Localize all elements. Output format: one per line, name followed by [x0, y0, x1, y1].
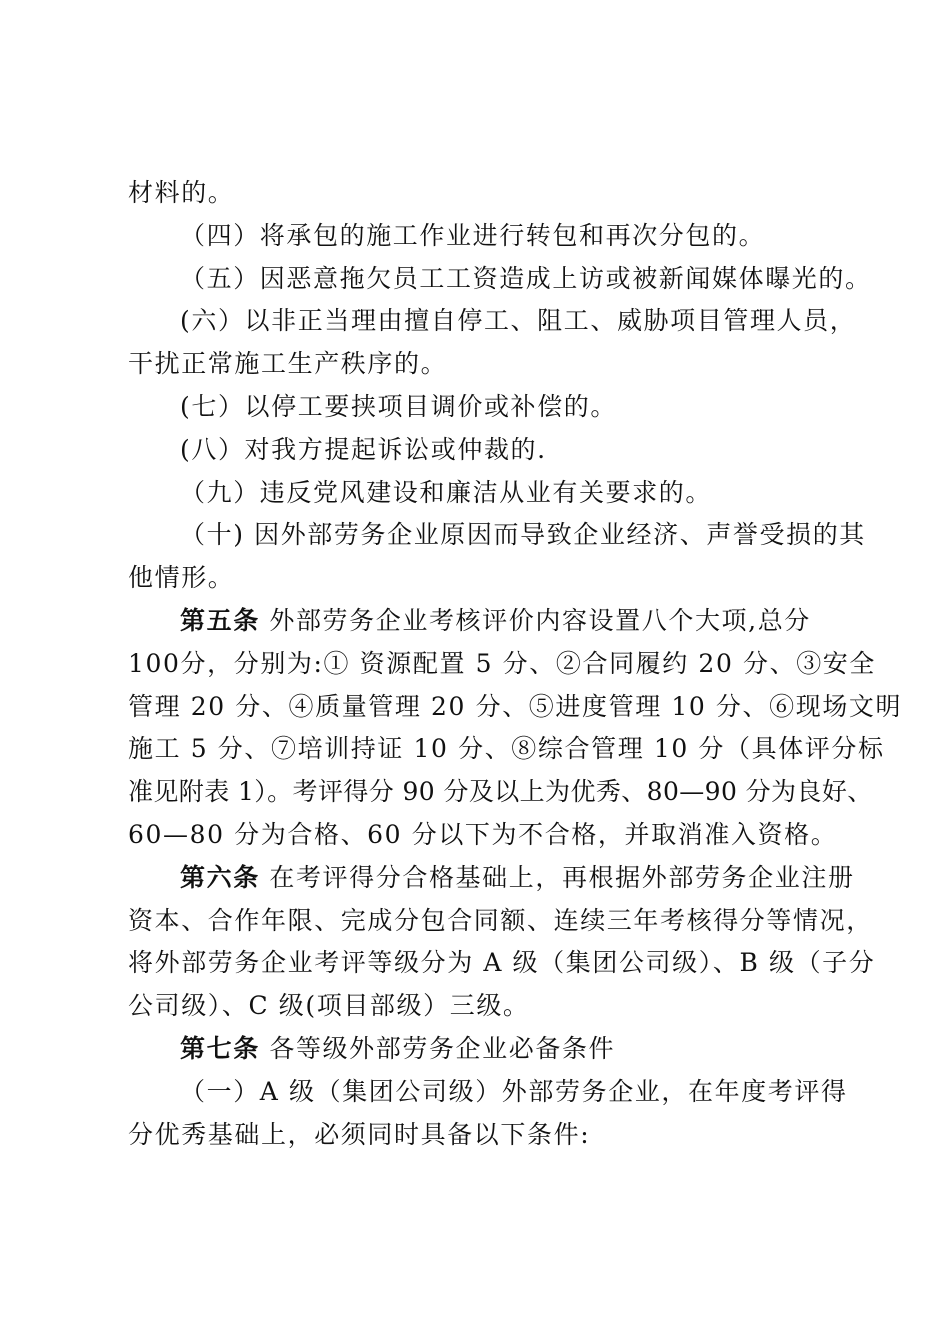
paragraph-line: （九）违反党风建设和廉洁从业有关要求的。 [180, 477, 713, 507]
article-7-line [128, 1028, 833, 1071]
article-7-line: （一）A 级（集团公司级）外部劳务企业，在年度考评得 [180, 1076, 848, 1106]
article-5-line: 60—80 分为合格、60 分以下为不合格，并取消准入资格。 [128, 819, 838, 849]
article-7-title: 各等级外部劳务企业必备条件 [269, 1033, 616, 1063]
article-5-text: 外部劳务企业考核评价内容设置八个大项,总分 [269, 605, 811, 635]
article-5-line: 管理 20 分、④质量管理 20 分、⑤进度管理 10 分、⑥现场文明 [128, 691, 903, 721]
article-5-line: 准见附表 1）。考评得分 90 分及以上为优秀、80—90 分为良好、 [128, 777, 873, 807]
paragraph-line: （五）因恶意拖欠员工工资造成上访或被新闻媒体曝光的。 [180, 263, 872, 293]
paragraph-line: (六）以非正当理由擅自停工、阻工、威胁项目管理人员， [180, 306, 857, 336]
paragraph-line: (七）以停工要挟项目调价或补偿的。 [180, 391, 617, 421]
article-6-heading: 第六条 [180, 862, 260, 892]
paragraph-line: (八）对我方提起诉讼或仲裁的. [180, 434, 547, 464]
article-5-line [128, 600, 833, 643]
paragraph-line: 干扰正常施工生产秩序的。 [128, 349, 448, 379]
article-5-line: 施工 5 分、⑦培训持证 10 分、⑧综合管理 10 分（具体评分标 [128, 734, 885, 764]
paragraph-line: 材料的。 [128, 178, 235, 207]
article-6-line: 资本、合作年限、完成分包合同额、连续三年考核得分等情况， [128, 905, 873, 935]
article-6-line: 将外部劳务企业考评等级分为 A 级（集团公司级）、B 级（子分 [128, 948, 876, 978]
paragraph-line: （十) 因外部劳务企业原因而导致企业经济、声誉受损的其 [180, 520, 866, 550]
article-7-heading: 第七条 [180, 1033, 260, 1063]
paragraph-line: 他情形。 [128, 563, 235, 593]
article-6-line: 公司级）、C 级(项目部级）三级。 [128, 991, 530, 1021]
article-6-line [128, 857, 855, 900]
article-5-line: 100分，分别为:① 资源配置 5 分、②合同履约 20 分、③安全 [128, 648, 876, 678]
article-7-line: 分优秀基础上，必须同时具备以下条件: [128, 1119, 591, 1149]
article-5-heading: 第五条 [180, 605, 260, 635]
paragraph-line: （四）将承包的施工作业进行转包和再次分包的。 [180, 220, 766, 250]
article-6-text: 在考评得分合格基础上，再根据外部劳务企业注册 [269, 862, 855, 892]
document-page [128, 172, 903, 1156]
